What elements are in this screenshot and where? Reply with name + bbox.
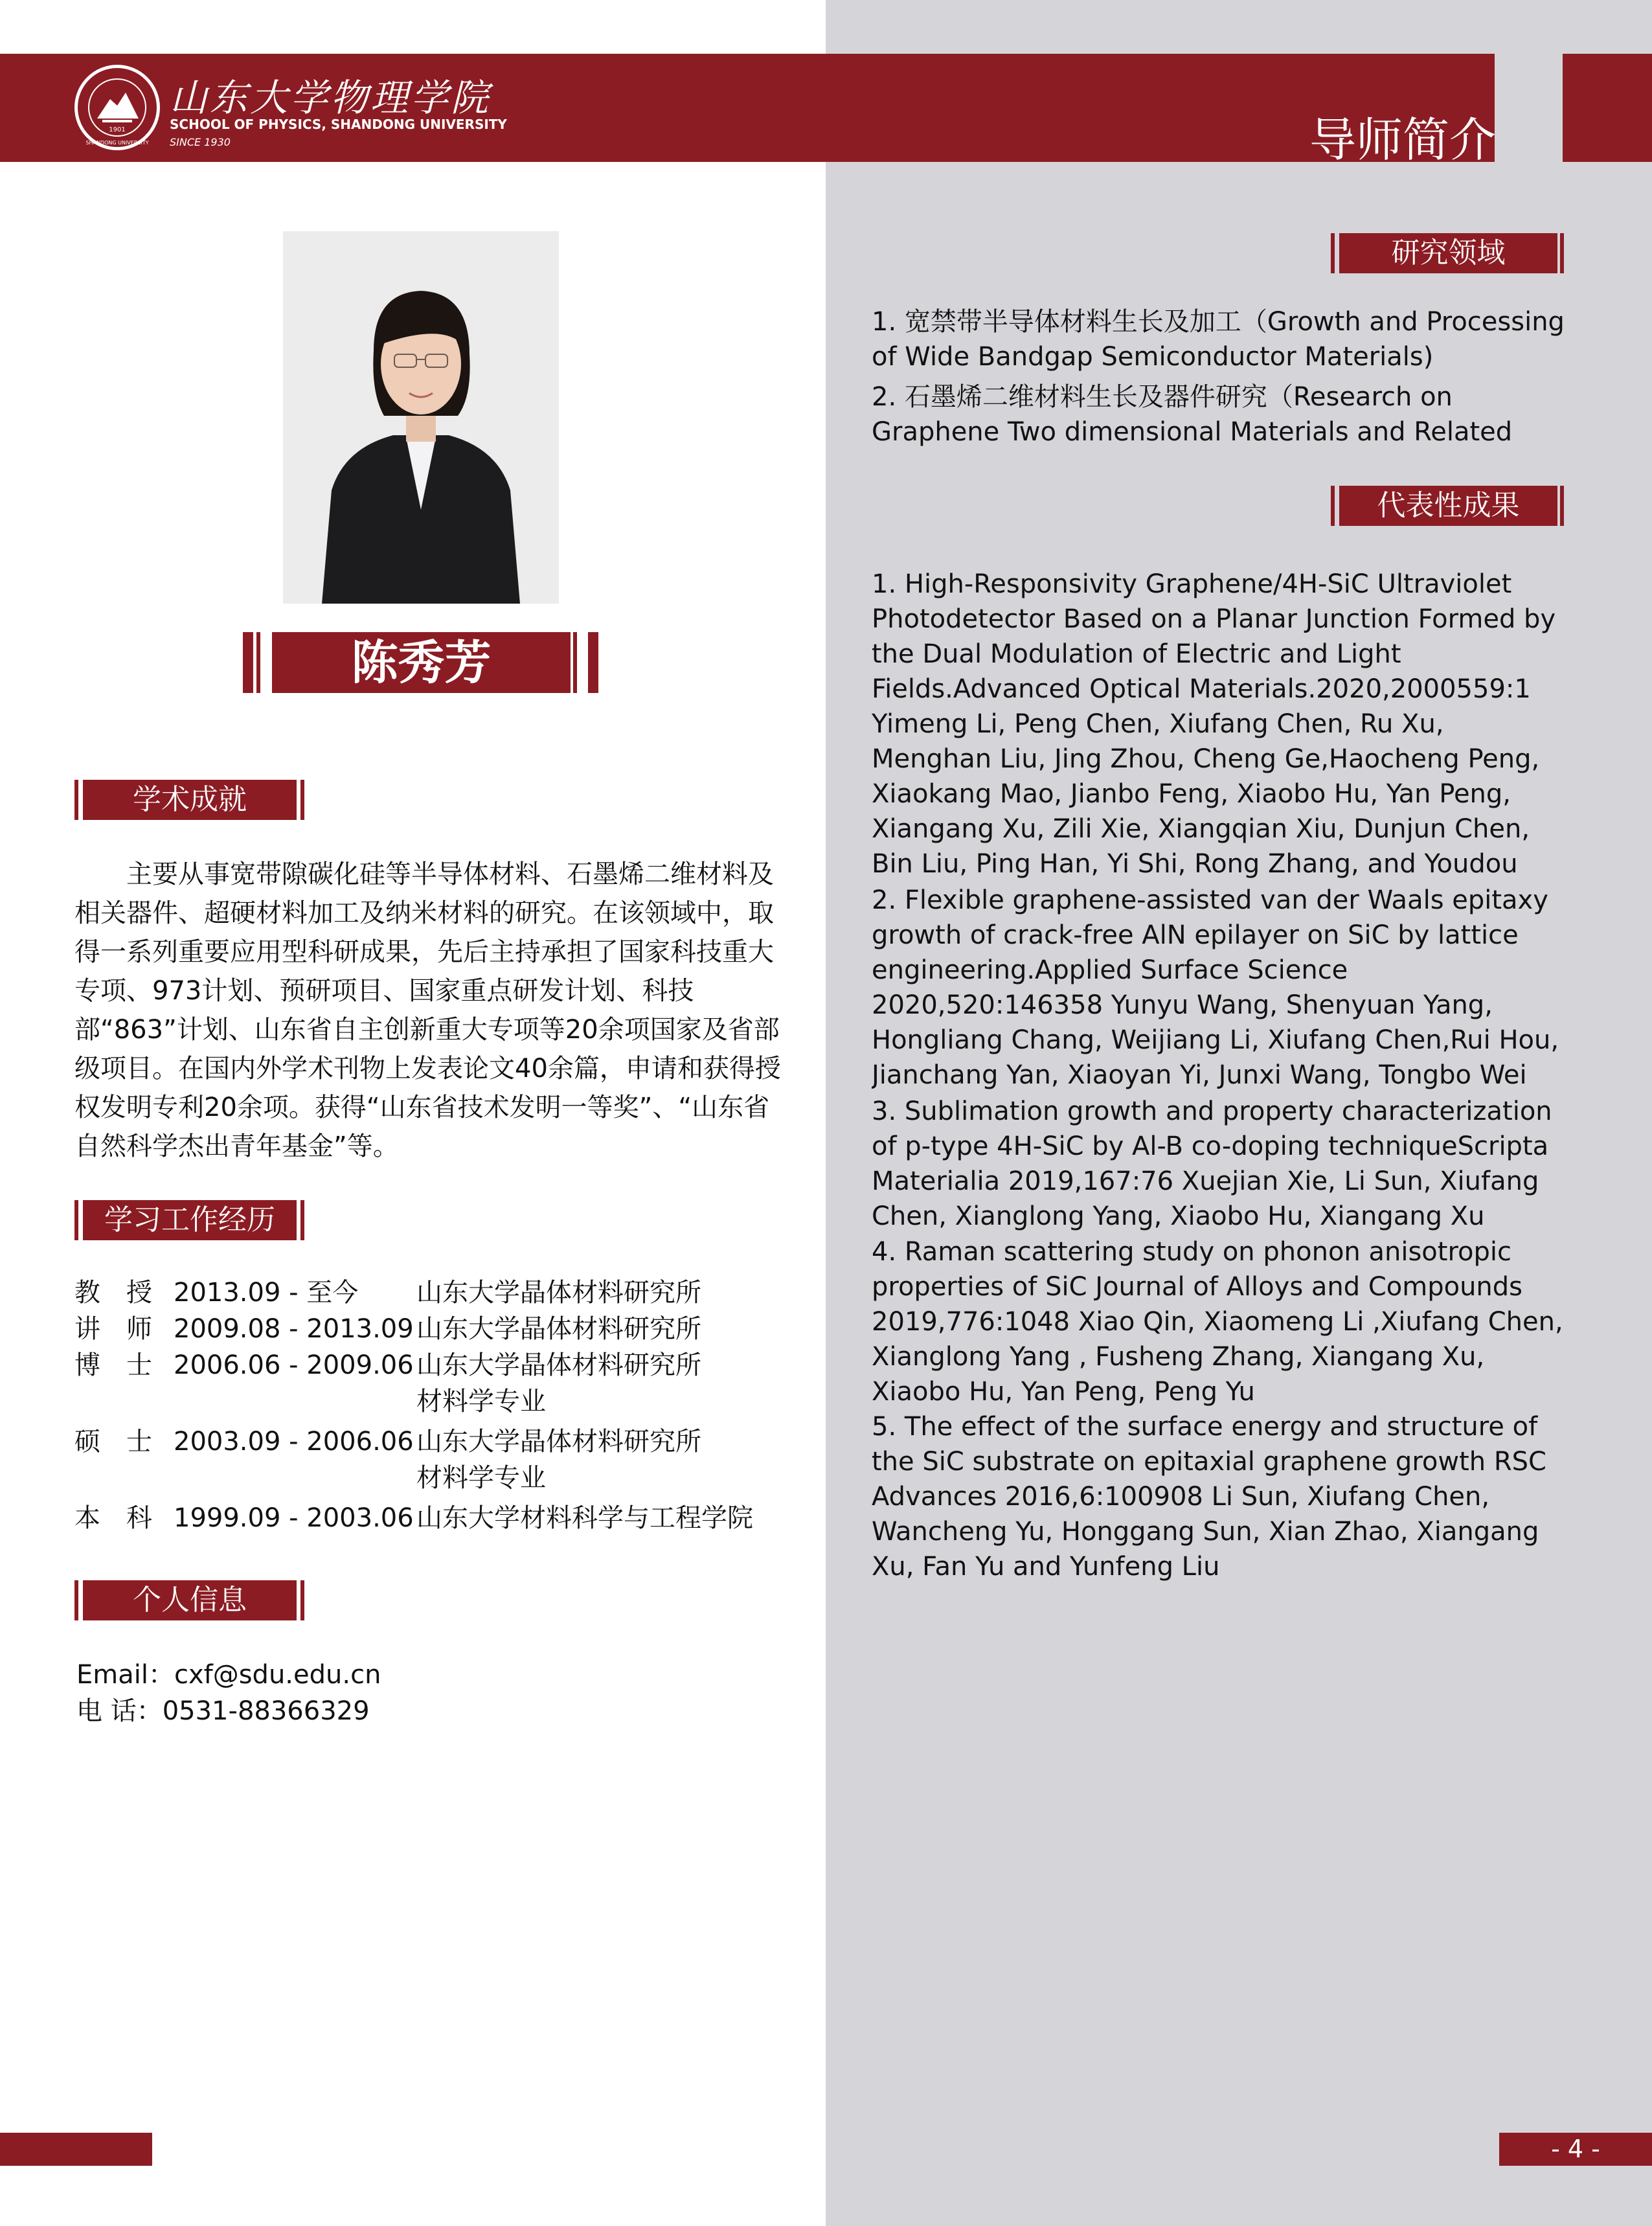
person-portrait-icon xyxy=(283,231,559,604)
experience-institution: 山东大学晶体材料研究所 xyxy=(416,1350,701,1380)
research-heading-bar-left xyxy=(1331,233,1335,273)
experience-title: 本 科 xyxy=(74,1503,152,1533)
footer-left-bar xyxy=(0,2133,152,2166)
phone-line: 电 话：0531-88366329 xyxy=(76,1696,370,1726)
experience-institution: 山东大学材料科学与工程学院 xyxy=(416,1503,753,1533)
school-name-cn: 山东大学物理学院 xyxy=(170,76,492,120)
professor-name: 陈秀芳 xyxy=(351,635,492,690)
academic-heading: 学术成就 xyxy=(133,783,247,816)
research-heading: 研究领域 xyxy=(1391,236,1506,269)
school-since: SINCE 1930 xyxy=(170,136,231,148)
personal-heading-bar-right xyxy=(300,1580,304,1620)
page-title: 导师简介 xyxy=(1309,113,1497,167)
experience-heading-bar-left xyxy=(74,1200,78,1240)
logo-ring-text: SHANDONG UNIVERSITY xyxy=(85,140,149,146)
email-line: Email：cxf@sdu.edu.cn xyxy=(76,1660,381,1690)
experience-institution: 山东大学晶体材料研究所 xyxy=(416,1427,701,1457)
name-bar-left-outer xyxy=(243,632,253,693)
experience-title: 硕 士 xyxy=(74,1427,152,1457)
name-bar-right-outer xyxy=(588,632,598,693)
personal-heading: 个人信息 xyxy=(133,1584,247,1617)
results-heading-bar-left xyxy=(1331,486,1335,526)
research-item: 1. 宽禁带半导体材料生长及加工（Growth and Processing of Wide Bandgap Semiconductor Materials) xyxy=(872,307,1565,372)
experience-major: 材料学专业 xyxy=(416,1387,546,1416)
research-heading-bar-right xyxy=(1560,233,1564,273)
experience-institution: 山东大学晶体材料研究所 xyxy=(416,1314,701,1344)
experience-date: 1999.09 - 2003.06 xyxy=(174,1503,414,1533)
experience-institution: 山东大学晶体材料研究所 xyxy=(416,1278,701,1308)
results-heading-bar-right xyxy=(1560,486,1564,526)
university-logo xyxy=(74,65,160,150)
result-item: 3. Sublimation growth and property characterization of p-type 4H-SiC by Al-B co-doping techniqueScripta Materialia 2019,167:76 Xuejian Xie, Li Sun, Xiufang Chen, Xianglong Yang, Xiaobo Hu, Xiangang Xu xyxy=(872,1096,1552,1231)
experience-date: 2009.08 - 2013.09 xyxy=(174,1314,414,1344)
experience-major: 材料学专业 xyxy=(416,1463,546,1493)
academic-description: 主要从事宽带隙碳化硅等半导体材料、石墨烯二维材料及相关器件、超硬材料加工及纳米材料的研究。在该领域中，取得一系列重要应用型科研成果，先后主持承担了国家科技重大专项、973计划、预研项目、国家重点研发计划、科技部“863”计划、山东省自主创新重大专项等20余项国家及省部级项目。在国内外学术刊物上发表论文40余篇，申请和获得授权发明专利20余项。获得“山东省技术发明一等奖”、“山东省自然科学杰出青年基金”等。 xyxy=(74,859,781,1161)
result-item: 2. Flexible graphene-assisted van der Waals epitaxy growth of crack-free AlN epilayer on SiC by lattice engineering.Applied Surface Science 2020,520:146358 Yunyu Wang, Shenyuan Yang, Hongliang Chang, Weijiang Li, Xiufang Chen,Rui Hou, Jianchang Yan, Xiaoyan Yi, Junxi Wang, Tongbo Wei xyxy=(872,885,1559,1090)
experience-date: 2013.09 - 至今 xyxy=(174,1278,359,1308)
result-item: 4. Raman scattering study on phonon anisotropic properties of SiC Journal of Alloys and Compounds 2019,776:1048 Xiao Qin, Xiaomeng Li ,Xiufang Chen, Xianglong Yang , Fusheng Zhang, Xiangang Xu, Xiaobo Hu, Yan Peng, Peng Yu xyxy=(872,1237,1563,1407)
academic-heading-bar-right xyxy=(300,780,304,820)
school-name-en: SCHOOL OF PHYSICS, SHANDONG UNIVERSITY xyxy=(170,117,507,132)
research-item: 2. 石墨烯二维材料生长及器件研究（Research on Graphene Two dimensional Materials and Related xyxy=(872,382,1513,447)
header-right-block xyxy=(1563,54,1652,162)
experience-title: 教 授 xyxy=(74,1278,152,1308)
experience-title: 讲 师 xyxy=(74,1314,152,1344)
personal-heading-bar-left xyxy=(74,1580,78,1620)
results-heading: 代表性成果 xyxy=(1377,489,1520,522)
logo-year: 1901 xyxy=(109,126,126,133)
page-number: - 4 - xyxy=(1551,2135,1600,2163)
mountain-emblem-icon xyxy=(78,68,157,147)
name-bar-left-inner xyxy=(256,632,260,693)
experience-date: 2003.09 - 2006.06 xyxy=(174,1427,414,1457)
name-bar-right-inner xyxy=(573,632,577,693)
experience-title: 博 士 xyxy=(74,1350,152,1380)
result-item: 5. The effect of the surface energy and structure of the SiC substrate on epitaxial graphene growth RSC Advances 2016,6:100908 Li Sun, Xiufang Chen, Wancheng Yu, Honggang Sun, Xian Zhao, Xiangang Xu, Fan Yu and Yunfeng Liu xyxy=(872,1412,1546,1582)
academic-heading-bar-left xyxy=(74,780,78,820)
experience-date: 2006.06 - 2009.06 xyxy=(174,1350,414,1380)
result-item: 1. High-Responsivity Graphene/4H-SiC Ultraviolet Photodetector Based on a Planar Junction Formed by the Dual Modulation of Electric and Light Fields.Advanced Optical Materials.2020,2000559:1 Yimeng Li, Peng Chen, Xiufang Chen, Ru Xu, Menghan Liu, Jing Zhou, Cheng Ge,Haocheng Peng, Xiaokang Mao, Jianbo Feng, Xiaobo Hu, Yan Peng, Xiangang Xu, Zili Xie, Xiangqian Xiu, Dunjun Chen, Bin Liu, Ping Han, Yi Shi, Rong Zhang, and Youdou xyxy=(872,569,1556,879)
experience-heading-bar-right xyxy=(300,1200,304,1240)
experience-heading: 学习工作经历 xyxy=(104,1203,275,1236)
profile-photo xyxy=(283,231,559,604)
